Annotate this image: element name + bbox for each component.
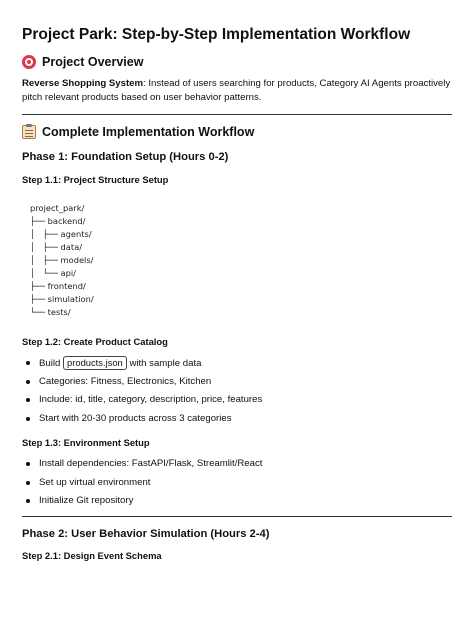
project-structure-tree — [30, 202, 94, 319]
overview-label: Reverse Shopping System — [22, 78, 144, 89]
step-1-1-heading: Step 1.1: Project Structure Setup — [22, 174, 169, 185]
workflow-heading-text: Complete Implementation Workflow — [42, 125, 255, 139]
overview-heading — [22, 55, 143, 69]
overview-heading-text: Project Overview — [42, 55, 144, 69]
divider — [22, 114, 452, 115]
step-2-1-heading: Step 2.1: Design Event Schema — [22, 550, 162, 561]
tree-line: │ ├── data/ — [30, 242, 83, 252]
list-item: Install dependencies: FastAPI/Flask, Streamlit/React — [22, 457, 262, 476]
product-catalog-list — [22, 356, 262, 430]
list-item: Build products.json with sample data — [22, 356, 262, 375]
tree-line: ├── backend/ — [30, 216, 86, 226]
page-title: Project Park: Step-by-Step Implementation Workflow — [22, 26, 411, 43]
phase2-heading: Phase 2: User Behavior Simulation (Hours 2-4) — [22, 528, 270, 540]
tree-line: ├── simulation/ — [30, 294, 94, 304]
overview-text: : Instead of users searching for products, Category AI Agents proactively pitch relevant products based on user behavior patterns. — [22, 78, 451, 103]
divider — [22, 516, 452, 517]
step-1-3-heading: Step 1.3: Environment Setup — [22, 437, 150, 448]
tree-line: │ └── api/ — [30, 268, 76, 278]
tree-line: │ ├── models/ — [30, 255, 94, 265]
list-item: Categories: Fitness, Electronics, Kitchen — [22, 375, 262, 394]
workflow-heading — [22, 125, 254, 139]
list-item: Include: id, title, category, description, price, features — [22, 393, 262, 412]
step-1-2-heading: Step 1.2: Create Product Catalog — [22, 336, 168, 347]
list-item: Start with 20-30 products across 3 categories — [22, 412, 262, 431]
tree-line: ├── frontend/ — [30, 281, 86, 291]
dartboard-icon — [22, 55, 36, 69]
list-item: Set up virtual environment — [22, 476, 262, 495]
tree-line: project_park/ — [30, 203, 85, 213]
tree-line: │ ├── agents/ — [30, 229, 92, 239]
clipboard-icon — [22, 125, 36, 139]
overview-paragraph — [22, 77, 452, 105]
environment-setup-list — [22, 457, 262, 513]
phase1-heading: Phase 1: Foundation Setup (Hours 0-2) — [22, 151, 229, 163]
list-item: Initialize Git repository — [22, 494, 262, 513]
tree-line: └── tests/ — [30, 307, 71, 317]
inline-code: products.json — [63, 356, 127, 370]
